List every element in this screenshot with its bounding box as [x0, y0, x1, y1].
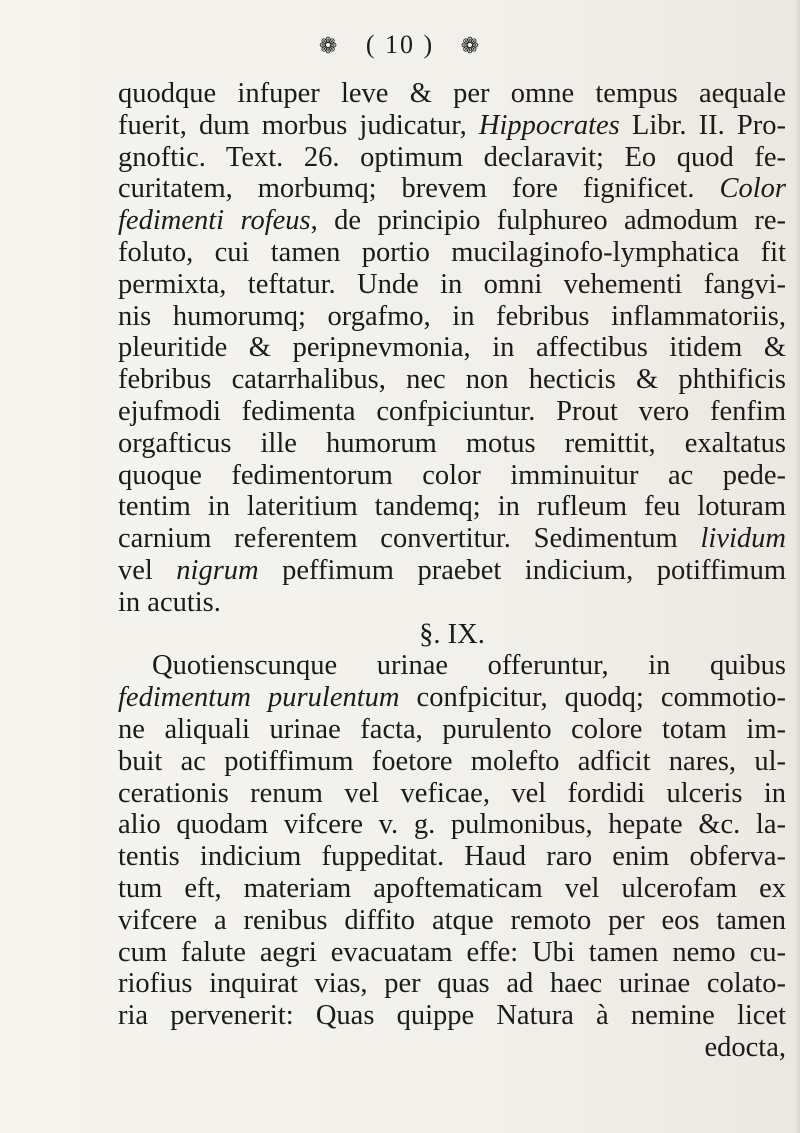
text-line	[118, 1000, 786, 1032]
text-line	[118, 332, 786, 364]
text-segment: quodque infuper leve & per omne tempus aequale	[118, 78, 786, 109]
text-line	[118, 968, 786, 1000]
text-segment: pleuritide & peripnevmonia, in affectibus itidem &	[118, 332, 786, 364]
text-segment: edocta,	[704, 1031, 786, 1063]
text-segment: carnium referentem convertitur. Sedimentum	[118, 523, 701, 555]
text-line	[118, 301, 786, 333]
text-line	[118, 269, 786, 301]
italic-term: nigrum	[176, 554, 259, 586]
text-line	[118, 746, 786, 778]
text-line	[118, 587, 786, 619]
text-segment: foluto, cui tamen portio mucilaginofo-lymphatica fit	[118, 236, 786, 268]
text-line	[118, 491, 786, 523]
text-segment: confpicitur, quodq; commotio-	[399, 682, 786, 714]
text-line	[118, 460, 786, 492]
text-line	[118, 237, 786, 269]
text-line	[118, 841, 786, 873]
text-segment: §. IX.	[419, 618, 485, 650]
text-segment: buit ac potiffimum foetore molefto adficit nares, ul-	[118, 745, 786, 777]
text-segment: Libr. II. Pro-	[619, 109, 786, 141]
text-segment: Quotienscunque urinae offeruntur, in quibus	[152, 650, 786, 682]
text-line	[118, 428, 786, 460]
text-segment: in acutis.	[118, 586, 221, 618]
ornament-right-icon: ❁	[460, 33, 482, 58]
text-segment: permixta, teftatur. Unde in omni vehementi fangvi-	[118, 268, 786, 300]
text-segment: ria pervenerit: Quas quippe Natura à nemine licet	[118, 1000, 786, 1032]
text-line	[118, 809, 786, 841]
text-segment: tentis indicium fuppeditat. Haud raro enim obferva-	[118, 841, 786, 873]
text-segment: ejufmodi fedimenta confpiciuntur. Prout vero fenfim	[118, 395, 786, 427]
text-line	[118, 142, 786, 174]
text-segment: ne aliquali urinae facta, purulento colore totam im-	[118, 713, 786, 745]
page-header	[0, 30, 800, 60]
text-line	[118, 523, 786, 555]
text-segment: , de principio fulphureo admodum re-	[310, 205, 786, 237]
italic-term: fedimentum purulentum	[118, 682, 400, 714]
text-segment: febribus catarrhalibus, nec non hecticis & phthificis	[118, 364, 786, 396]
text-segment: alio quodam vifcere v. g. pulmonibus, hepate &c. la-	[118, 809, 786, 841]
ornament-left-icon: ❁	[318, 33, 340, 58]
text-segment: nis humorumq; orgafmo, in febribus inflammatoriis,	[118, 300, 786, 332]
text-segment: orgafticus ille humorum motus remittit, exaltatus	[118, 427, 786, 459]
text-segment: tum eft, materiam apoftematicam vel ulcerofam ex	[118, 872, 786, 904]
italic-term: Hippocrates	[478, 109, 620, 141]
text-segment: fuerit, dum morbus judicatur,	[118, 109, 479, 141]
text-segment: gnoftic. Text. 26. optimum declaravit; Eo quod fe-	[118, 141, 786, 173]
italic-term: lividum	[700, 523, 786, 555]
page-number: ( 10 )	[365, 30, 435, 59]
text-segment: vifcere a renibus diffito atque remoto per eos tamen	[118, 904, 786, 936]
page-edge-shadow	[794, 0, 800, 1133]
section-heading	[118, 619, 786, 651]
text-line	[118, 78, 786, 110]
text-line	[118, 905, 786, 937]
text-line	[118, 682, 786, 714]
text-line	[118, 714, 786, 746]
text-segment: vel	[118, 554, 177, 586]
text-line	[118, 1032, 786, 1064]
text-segment: curitatem, morbumq; brevem fore fignificet.	[118, 173, 720, 205]
text-line	[118, 873, 786, 905]
text-line	[118, 110, 786, 142]
text-segment: tentim in lateritium tandemq; in rufleum feu loturam	[118, 491, 786, 523]
text-line	[118, 555, 786, 587]
italic-term: fedimenti rofeus	[118, 205, 311, 237]
text-segment: quoque fedimentorum color imminuitur ac pede-	[118, 459, 786, 491]
text-segment: cerationis renum vel veficae, vel fordidi ulceris in	[118, 777, 786, 809]
text-segment: riofius inquirat vias, per quas ad haec urinae colato-	[118, 968, 786, 1000]
text-line	[118, 937, 786, 969]
italic-term: Color	[719, 173, 786, 205]
text-line	[118, 650, 786, 682]
text-line	[118, 205, 786, 237]
text-line	[118, 778, 786, 810]
body-text	[118, 78, 786, 1064]
text-segment: cum falute aegri evacuatam effe: Ubi tamen nemo cu-	[118, 936, 786, 968]
text-line	[118, 173, 786, 205]
text-line	[118, 396, 786, 428]
text-segment: peffimum praebet indicium, potiffimum	[258, 554, 786, 586]
text-line	[118, 364, 786, 396]
